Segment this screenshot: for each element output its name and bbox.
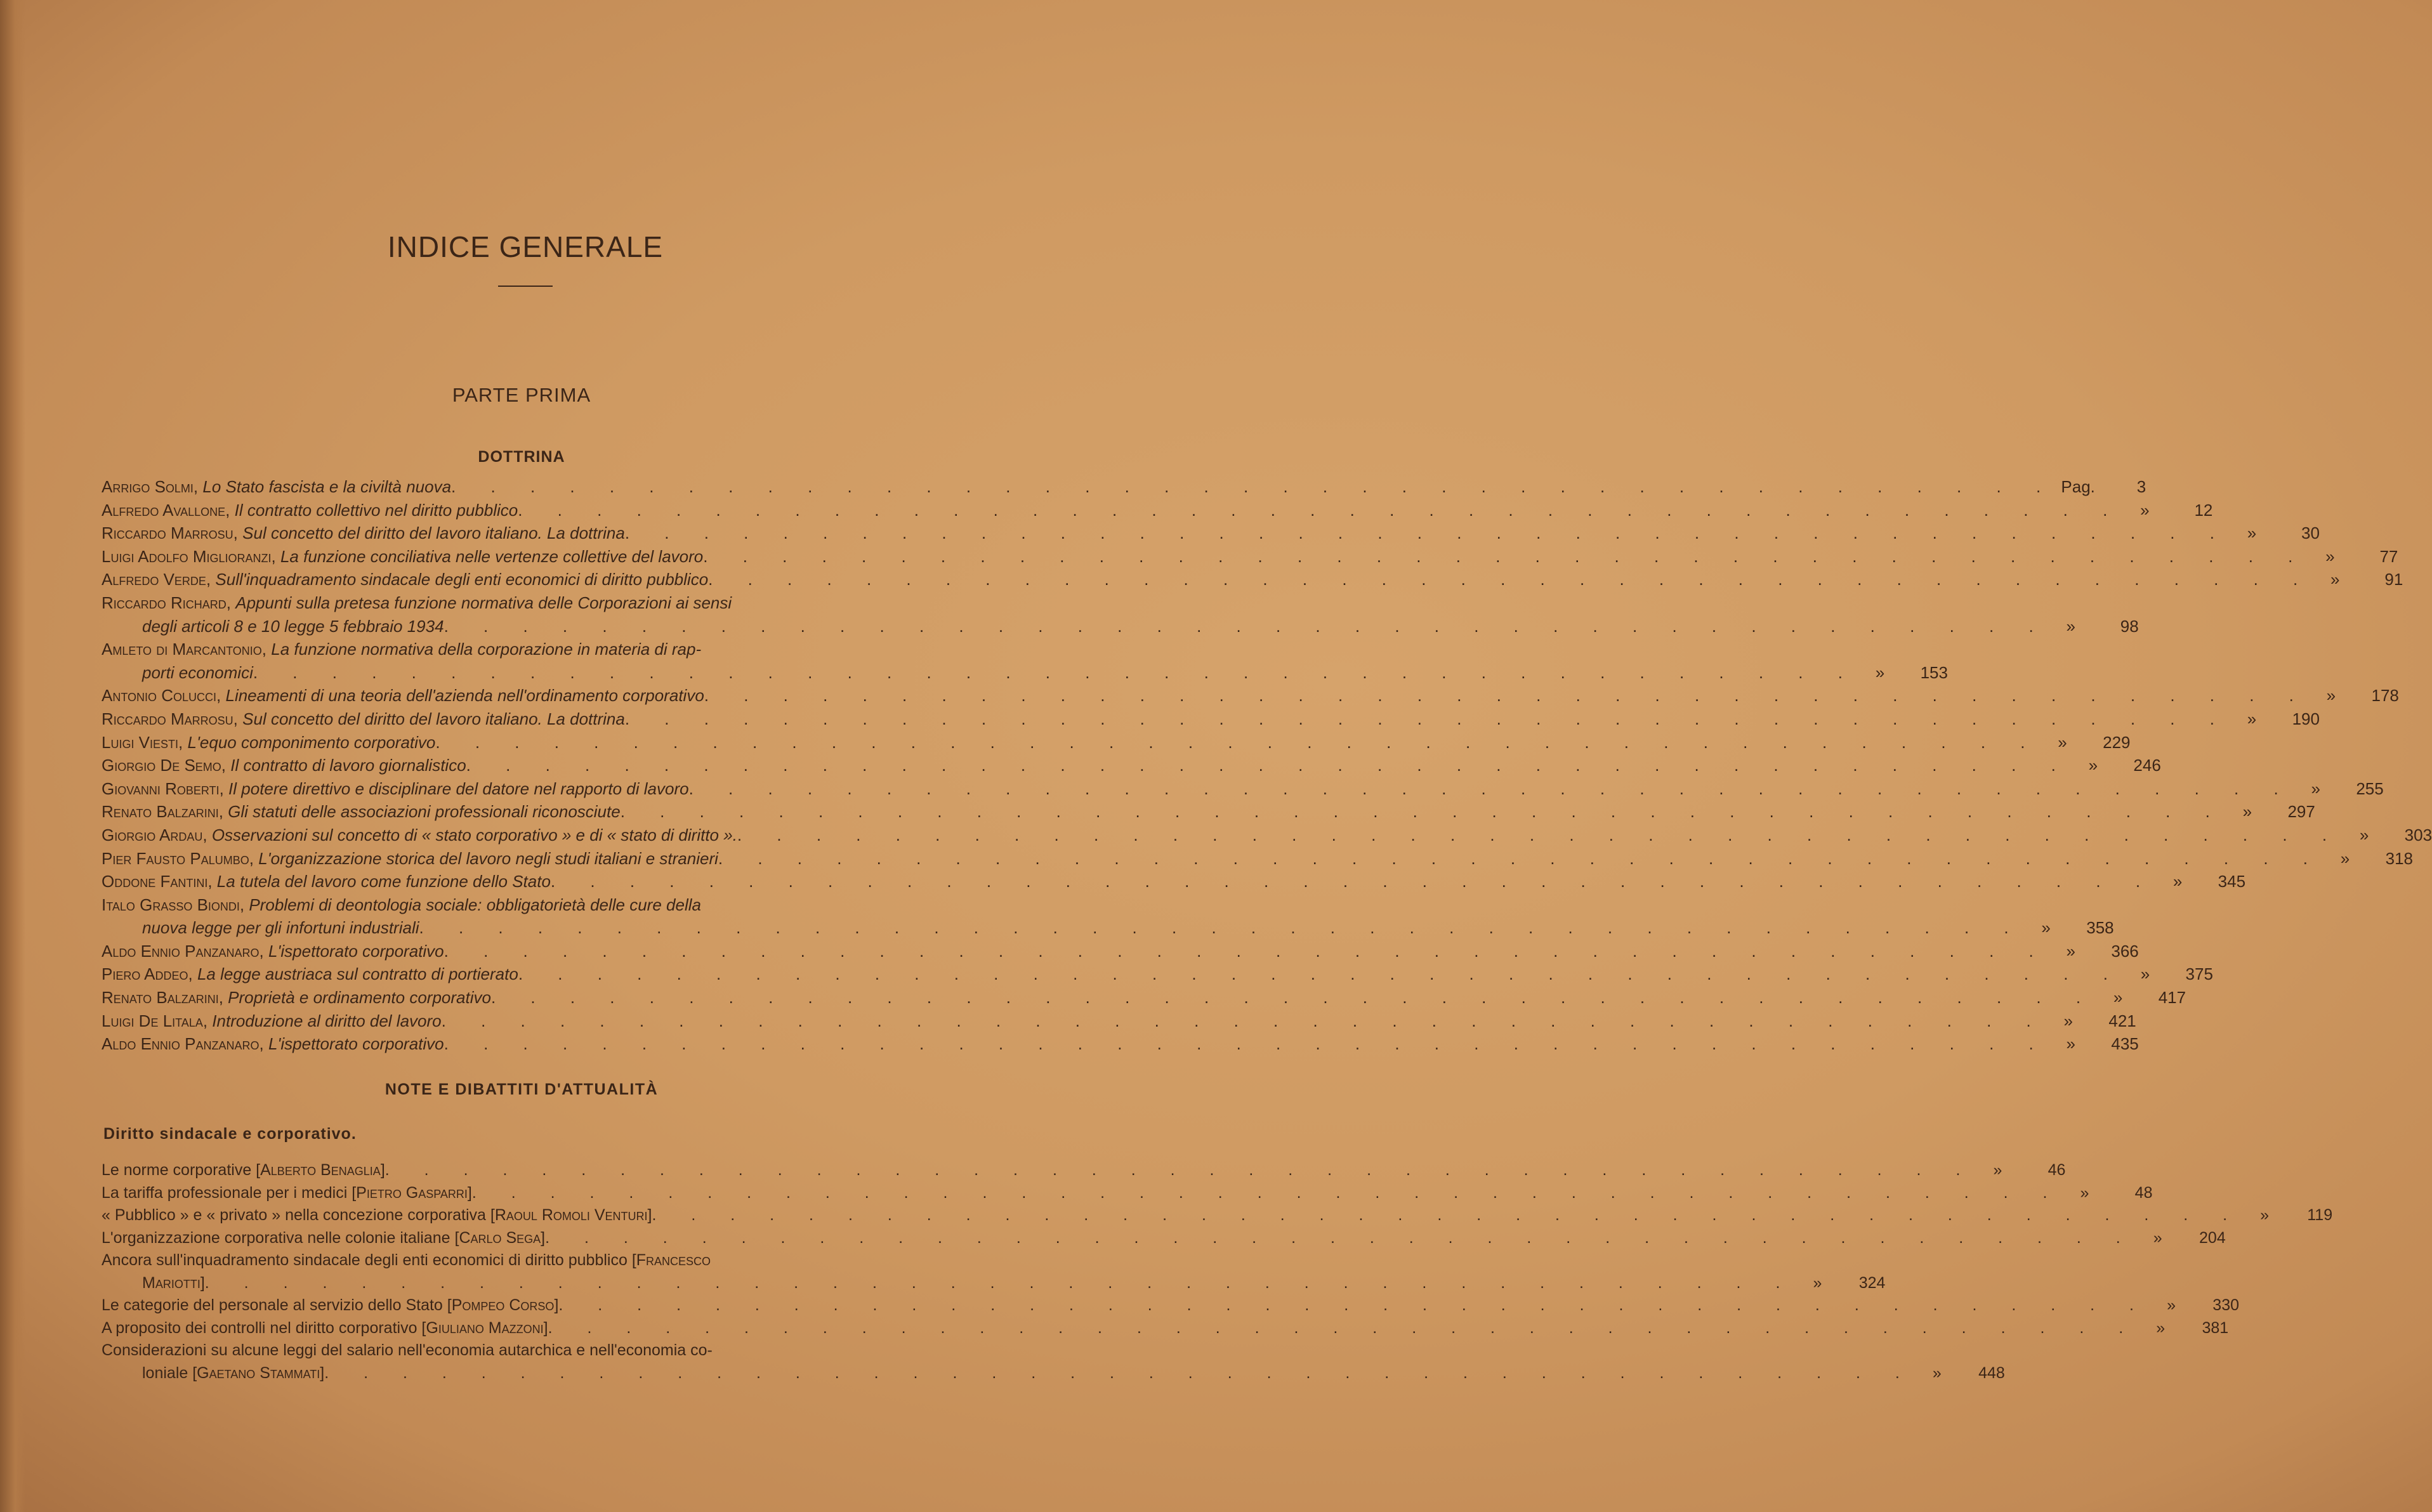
- article-title: Sul concetto del diritto del lavoro italiano. La dottrina: [242, 709, 625, 728]
- page-number: 381: [2202, 1318, 2229, 1337]
- page-number: 448: [1978, 1364, 2005, 1382]
- note-author: Pietro Gasparri: [356, 1183, 468, 1202]
- space: [224, 779, 228, 798]
- space: [276, 547, 280, 566]
- dot-leader: [708, 570, 2313, 589]
- bracket: ]: [554, 1296, 559, 1314]
- entry-text: [102, 942, 444, 961]
- page-number: 119: [2307, 1206, 2333, 1224]
- entry-text: [102, 825, 737, 845]
- page-number: 178: [2371, 686, 2399, 706]
- toc-line: [102, 570, 2403, 593]
- page-prefix: »: [1993, 1161, 2002, 1179]
- toc-line: [102, 1034, 2139, 1058]
- entry-text: [102, 1251, 711, 1270]
- page-prefix: »: [2140, 500, 2150, 520]
- note-author: Francesco: [636, 1251, 711, 1269]
- article-title: Problemi di deontologia sociale: obbligatorietà delle cure della: [249, 895, 701, 914]
- page-prefix: »: [1932, 1364, 1942, 1382]
- section-heading-dottrina: DOTTRINA: [478, 448, 565, 466]
- page-number: 358: [2086, 918, 2114, 938]
- author-name: Arrigo Solmi,: [102, 477, 199, 496]
- toc-line: [102, 546, 2398, 570]
- entry-text: [102, 1034, 444, 1054]
- entry-text: [102, 1274, 205, 1292]
- article-title: Introduzione al diritto del lavoro: [212, 1011, 442, 1030]
- dot-leader: [704, 686, 2309, 706]
- page-edge-shadow: [0, 0, 25, 1512]
- page-prefix: »: [2066, 1034, 2075, 1054]
- dot-leader: [472, 1184, 2063, 1202]
- title-rule: [498, 286, 553, 287]
- toc-line: [102, 988, 2186, 1011]
- entry-text: [102, 1319, 548, 1338]
- page-prefix: »: [2066, 941, 2075, 961]
- note-author: Pompeo Corso: [451, 1296, 555, 1314]
- dot-leader: [621, 802, 2225, 822]
- article-title: L'ispettorato corporativo: [268, 941, 444, 961]
- toc-line: [102, 662, 1948, 687]
- page-prefix: »: [2140, 964, 2150, 984]
- dot-leader: [703, 547, 2308, 567]
- entry-text: [102, 849, 718, 869]
- page-number: 246: [2133, 756, 2161, 775]
- page-prefix: »: [1875, 662, 1885, 682]
- page-number: 190: [2292, 709, 2320, 728]
- toc-line: [102, 1296, 2240, 1319]
- toc-line: [102, 709, 2320, 733]
- article-title: La funzione normativa della corporazione in materia di rap-: [271, 640, 702, 659]
- dot-leader: [435, 733, 2040, 753]
- section-heading-notes: NOTE E DIBATTITI D'ATTUALITÀ: [385, 1081, 659, 1098]
- toc-line: [102, 1273, 1886, 1297]
- toc-line: [102, 964, 2213, 988]
- dot-leader: [625, 523, 2230, 543]
- article-title: La tutela del lavoro come funzione dello Stato: [216, 872, 551, 891]
- dot-leader: [518, 964, 2123, 984]
- author-name: Luigi Adolfo Miglioranzi,: [102, 546, 276, 566]
- page-number: 303: [2404, 825, 2432, 845]
- page-number: 3: [2136, 477, 2146, 496]
- article-title: Sull'inquadramento sindacale degli enti economici di diritto pubblico: [215, 570, 709, 589]
- entry-text: [102, 477, 451, 497]
- toc-line: [102, 825, 2432, 849]
- toc-line: [102, 756, 2161, 779]
- dot-leader: [625, 709, 2230, 729]
- page-number: 12: [2194, 500, 2213, 520]
- article-title: Osservazioni sul concetto di « stato corporativo » e di « stato di diritto ».: [211, 825, 737, 845]
- toc-line: [102, 640, 958, 663]
- toc-line: [102, 1228, 2226, 1252]
- dot-leader: [518, 501, 2122, 520]
- note-title: Le norme corporative [: [102, 1161, 261, 1179]
- entry-text: [102, 570, 708, 589]
- toc-line: [102, 1341, 958, 1364]
- page-prefix: Pag.: [2061, 477, 2095, 496]
- entry-text: [102, 1229, 545, 1247]
- entry-text: [102, 547, 703, 567]
- page-prefix: »: [2113, 988, 2123, 1008]
- author-name: Riccardo Richard,: [102, 593, 232, 612]
- bracket: ]: [320, 1364, 325, 1382]
- author-name: Alfredo Avallone,: [102, 500, 230, 520]
- page-number: 435: [2111, 1034, 2139, 1054]
- article-title: Sul concetto del diritto del lavoro italiano. La dottrina: [242, 523, 625, 543]
- author-name: Luigi De Litala,: [102, 1011, 208, 1030]
- page-prefix: »: [1813, 1273, 1822, 1292]
- author-name: Oddone Fantini,: [102, 872, 213, 891]
- page-prefix: »: [2088, 756, 2098, 775]
- entry-text: [102, 663, 253, 683]
- dot-leader: [545, 1229, 2136, 1247]
- note-author: Raoul Romoli Venturi: [494, 1206, 648, 1224]
- article-title: Il contratto di lavoro giornalistico: [230, 756, 466, 775]
- toc-line: [102, 686, 2399, 709]
- author-name: Amleto di Marcantonio,: [102, 640, 267, 659]
- note-title: A proposito dei controlli nel diritto corporativo [: [102, 1318, 426, 1337]
- dot-leader: [444, 1034, 2049, 1054]
- toc-line: [102, 732, 2131, 756]
- entry-text: [102, 733, 435, 753]
- part-heading: PARTE PRIMA: [452, 384, 591, 406]
- toc-line: [102, 500, 2213, 524]
- page-number: 330: [2212, 1296, 2240, 1314]
- author-name: Luigi Viesti,: [102, 732, 183, 752]
- bracket: ]: [647, 1206, 652, 1224]
- dot-leader: [558, 1296, 2149, 1315]
- page-number: 30: [2301, 523, 2320, 543]
- page-prefix: »: [2080, 1183, 2089, 1202]
- dot-leader: [385, 1161, 1976, 1180]
- toc-line: [102, 872, 2246, 895]
- page-prefix: »: [2247, 523, 2257, 543]
- entry-text: [102, 779, 689, 799]
- article-title: L'equo componimento corporativo: [187, 732, 436, 752]
- toc-line: [102, 593, 958, 617]
- toc-line: [102, 1161, 2066, 1184]
- author-name: Italo Grasso Biondi,: [102, 895, 245, 914]
- toc-line: [102, 1183, 2153, 1207]
- page-prefix: »: [2247, 709, 2257, 728]
- page-number: 366: [2111, 941, 2139, 961]
- author-name: Aldo Ennio Panzanaro,: [102, 941, 264, 961]
- toc-line: [102, 848, 2413, 872]
- page-number: 204: [2199, 1228, 2226, 1247]
- note-title: Le categorie del personale al servizio dello Stato [: [102, 1296, 452, 1314]
- dot-leader: [466, 756, 2071, 775]
- bracket: ]: [467, 1183, 472, 1202]
- entry-text: [102, 1184, 472, 1202]
- space: [207, 825, 212, 845]
- entry-text: [102, 1296, 558, 1315]
- note-title-continued: loniale [: [142, 1364, 197, 1382]
- entry-text: [102, 593, 732, 613]
- toc-line: [102, 1206, 2333, 1229]
- page-prefix: »: [2063, 1011, 2073, 1030]
- page-number: 153: [1920, 662, 1948, 682]
- entry-text: [102, 617, 444, 636]
- entry-text: [102, 1011, 442, 1031]
- entry-text: [102, 756, 466, 775]
- page-number: 318: [2385, 848, 2413, 868]
- note-author: Alberto Benaglia: [260, 1161, 381, 1179]
- page-prefix: »: [2359, 825, 2369, 845]
- page-prefix: »: [2167, 1296, 2176, 1314]
- page-number: 375: [2185, 964, 2213, 984]
- bracket: ]: [543, 1318, 548, 1337]
- page-number: 46: [2047, 1161, 2066, 1179]
- entry-text: [102, 964, 518, 984]
- toc-line: [102, 523, 2320, 547]
- note-author: Carlo Sega: [459, 1228, 541, 1247]
- author-name: Aldo Ennio Panzanaro,: [102, 1034, 264, 1054]
- entry-text: [102, 709, 625, 729]
- note-author-continued: Mariotti: [142, 1273, 200, 1292]
- toc-line: [102, 802, 2315, 825]
- bracket: ]: [200, 1273, 205, 1292]
- entry-text: [102, 872, 551, 891]
- dot-leader: [324, 1364, 1915, 1383]
- page-prefix: »: [2330, 570, 2340, 589]
- note-title: Ancora sull'inquadramento sindacale degli enti economici di diritto pubblico [: [102, 1251, 636, 1269]
- entry-text: [102, 1161, 385, 1180]
- article-title: Gli statuti delle associazioni professionali riconosciute: [228, 802, 621, 822]
- entry-text: [102, 686, 704, 706]
- toc-line: [102, 616, 2139, 640]
- dot-leader: [737, 825, 2342, 845]
- dot-leader: [451, 477, 2056, 497]
- article-title: La legge austriaca sul contratto di portierato: [197, 964, 518, 984]
- entry-text: [102, 640, 701, 659]
- note-title: Considerazioni su alcune leggi del salario nell'economia autarchica e nell'economia co-: [102, 1341, 713, 1359]
- page-prefix: »: [2326, 686, 2336, 706]
- dot-leader: [442, 1011, 2046, 1031]
- entry-text: [102, 523, 625, 543]
- page-number: 297: [2287, 802, 2315, 822]
- author-name: Giorgio De Semo,: [102, 756, 227, 775]
- author-name: Renato Balzarini,: [102, 988, 223, 1008]
- entry-text: [102, 895, 701, 915]
- author-name: Pier Fausto Palumbo,: [102, 848, 254, 868]
- space: [230, 501, 234, 520]
- article-title: Lo Stato fascista e la civiltà nuova: [202, 477, 452, 496]
- article-title-continued: porti economici: [142, 662, 253, 682]
- author-name: Riccardo Marrosu,: [102, 709, 238, 728]
- page-prefix: »: [2325, 546, 2335, 566]
- dot-leader: [205, 1274, 1796, 1292]
- dot-leader: [444, 942, 2049, 961]
- doctrine-list: [102, 477, 2432, 1058]
- article-title: La funzione conciliativa nelle vertenze collettive del lavoro: [280, 546, 704, 566]
- bracket: ]: [541, 1228, 546, 1247]
- page-prefix: »: [2311, 779, 2320, 798]
- entry-text: [102, 1206, 652, 1225]
- dot-leader: [444, 617, 2049, 636]
- article-title: L'ispettorato corporativo: [268, 1034, 444, 1054]
- entry-text: [102, 1364, 324, 1383]
- page-number: 229: [2103, 732, 2131, 752]
- toc-line: [102, 477, 2146, 501]
- toc-line: [102, 779, 2384, 803]
- dot-leader: [652, 1206, 2242, 1225]
- article-title: Proprietà e ordinamento corporativo: [228, 988, 491, 1008]
- author-name: Piero Addeo,: [102, 964, 193, 984]
- toc-line: [102, 895, 958, 919]
- notes-list: [102, 1161, 2333, 1386]
- entry-text: [102, 1341, 713, 1360]
- subsection-heading: Diritto sindacale e corporativo.: [103, 1125, 357, 1143]
- article-title: Appunti sulla pretesa funzione normativa delle Corporazioni ai sensi: [235, 593, 732, 612]
- space: [193, 964, 197, 983]
- page-prefix: »: [2172, 872, 2183, 891]
- article-title-continued: degli articoli 8 e 10 legge 5 febbraio 1934: [142, 616, 444, 636]
- article-title: Il contratto collettivo nel diritto pubblico: [234, 500, 518, 520]
- entry-text: [102, 988, 491, 1008]
- article-title: Il potere direttivo e disciplinare del datore nel rapporto di lavoro: [228, 779, 689, 798]
- dot-leader: [419, 918, 2024, 938]
- page-prefix: »: [2041, 918, 2051, 938]
- entry-text: [102, 918, 419, 938]
- author-name: Antonio Colucci,: [102, 686, 221, 706]
- space: [264, 1034, 268, 1053]
- author-name: Alfredo Verde,: [102, 570, 211, 589]
- page-prefix: »: [2242, 802, 2252, 822]
- page-number: 417: [2158, 988, 2186, 1008]
- note-author: Giuliano Mazzoni: [426, 1318, 544, 1337]
- space: [213, 872, 217, 891]
- page-number: 345: [2218, 872, 2246, 891]
- toc-line: [102, 1251, 958, 1274]
- dot-leader: [689, 779, 2294, 799]
- toc-line: [102, 941, 2139, 965]
- dot-leader: [718, 849, 2323, 869]
- author-name: Renato Balzarini,: [102, 802, 223, 822]
- dot-leader: [253, 663, 1858, 683]
- toc-line: [102, 1364, 2005, 1387]
- dot-leader: [548, 1319, 2139, 1338]
- page-number: 48: [2134, 1183, 2153, 1202]
- page-number: 324: [1858, 1273, 1886, 1292]
- article-title: Lineamenti di una teoria dell'azienda nell'ordinamento corporativo: [225, 686, 704, 706]
- note-title: L'organizzazione corporativa nelle colonie italiane [: [102, 1228, 459, 1247]
- space: [264, 942, 268, 961]
- note-author: Gaetano Stammati: [197, 1364, 320, 1382]
- page-number: 421: [2108, 1011, 2136, 1030]
- article-title-continued: nuova legge per gli infortuni industriali: [142, 918, 419, 938]
- page-prefix: »: [2066, 616, 2075, 636]
- entry-text: [102, 501, 518, 520]
- page-number: 91: [2384, 570, 2403, 589]
- bracket: ]: [380, 1161, 385, 1179]
- article-title: L'organizzazione storica del lavoro negli studi italiani e stranieri: [258, 848, 718, 868]
- toc-line: [102, 918, 2114, 942]
- dot-leader: [551, 872, 2155, 891]
- dot-leader: [491, 988, 2096, 1008]
- author-name: Giovanni Roberti,: [102, 779, 224, 798]
- page-title: INDICE GENERALE: [387, 230, 664, 263]
- page-prefix: »: [2156, 1318, 2166, 1337]
- toc-line: [102, 1318, 2229, 1342]
- author-name: Riccardo Marrosu,: [102, 523, 238, 543]
- author-name: Giorgio Ardau,: [102, 825, 207, 845]
- page-prefix: »: [2340, 848, 2350, 868]
- page-prefix: »: [2260, 1206, 2270, 1224]
- toc-line: [102, 1011, 2136, 1035]
- note-title: La tariffa professionale per i medici [: [102, 1183, 357, 1202]
- page-prefix: »: [2058, 732, 2067, 752]
- page-number: 255: [2356, 779, 2384, 798]
- page-prefix: »: [2153, 1228, 2162, 1247]
- note-title: « Pubblico » e « privato » nella concezione corporativa [: [102, 1206, 495, 1224]
- entry-text: [102, 802, 621, 822]
- page-number: 77: [2379, 546, 2398, 566]
- page-number: 98: [2120, 616, 2139, 636]
- space: [183, 733, 187, 752]
